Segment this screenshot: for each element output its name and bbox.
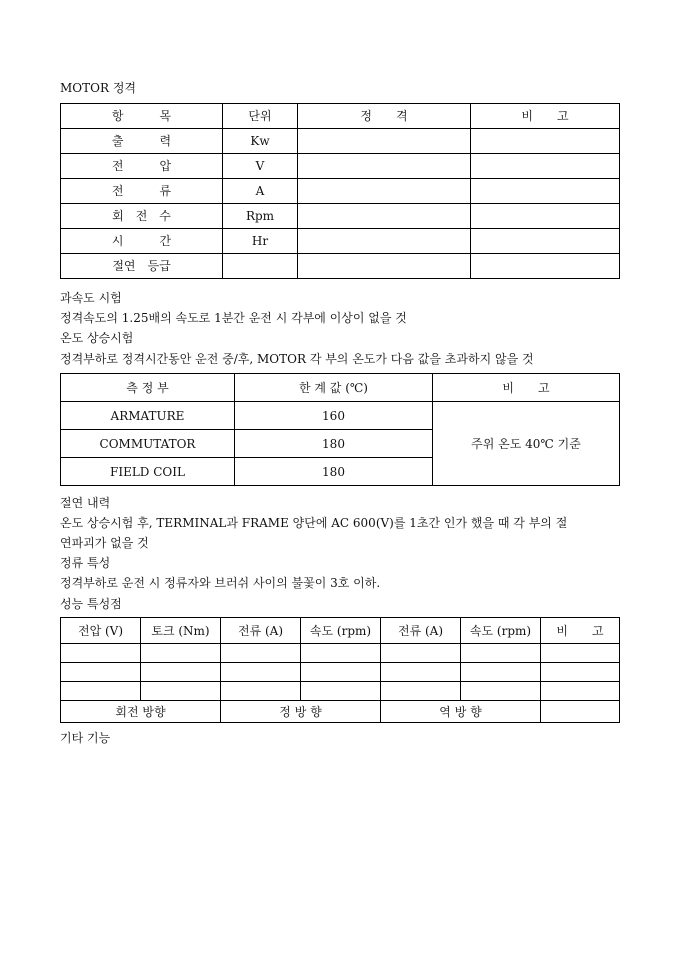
temp-rise-text: 정격부하로 정격시간동안 운전 중/후, MOTOR 각 부의 온도가 다음 값을 초과하지 않을 것: [60, 352, 534, 366]
overspeed-heading: 과속도 시험: [60, 291, 122, 305]
dielectric-text-2: 연파괴가 없을 것: [60, 536, 149, 550]
unit-cell: A: [223, 179, 298, 204]
remark-cell: [541, 701, 620, 723]
item-cell: 절연 등급: [61, 254, 223, 279]
table-row: [61, 663, 620, 682]
table-row: [61, 179, 620, 204]
limit-cell: 180: [235, 430, 433, 458]
unit-cell: Rpm: [223, 204, 298, 229]
table-row: [61, 154, 620, 179]
table-row: [61, 254, 620, 279]
unit-cell: V: [223, 154, 298, 179]
remark-cell: [471, 154, 620, 179]
header-cell: 전압 (V): [61, 618, 141, 644]
remark-cell: [471, 254, 620, 279]
remark-cell: 주위 온도 40℃ 기준: [433, 402, 620, 486]
motor-spec-title: MOTOR 정격: [60, 81, 137, 95]
performance-heading: 성능 특성점: [60, 597, 122, 611]
header-cell: 속도 (rpm): [301, 618, 381, 644]
limit-cell: 180: [235, 458, 433, 486]
table-header-row: [61, 618, 620, 644]
spec-cell: [298, 204, 471, 229]
part-cell: ARMATURE: [61, 402, 235, 430]
table-row: [61, 129, 620, 154]
item-cell: 전 압: [61, 154, 223, 179]
remark-cell: [471, 229, 620, 254]
item-cell: 시 간: [61, 229, 223, 254]
header-cell: 한 계 값 (℃): [235, 374, 433, 402]
header-cell: 토크 (Nm): [141, 618, 221, 644]
dielectric-heading: 절연 내력: [60, 496, 111, 510]
item-cell: 회 전 수: [61, 204, 223, 229]
temp-limit-table: [60, 373, 620, 486]
other-heading: 기타 기능: [60, 731, 111, 745]
spec-cell: [298, 229, 471, 254]
overspeed-text: 정격속도의 1.25배의 속도로 1분간 운전 시 각부에 이상이 없을 것: [60, 311, 407, 325]
limit-cell: 160: [235, 402, 433, 430]
reverse-label: 역 방 향: [381, 701, 541, 723]
remark-cell: [471, 129, 620, 154]
remark-cell: [471, 179, 620, 204]
header-cell: 단위: [223, 104, 298, 129]
header-cell: 측 정 부: [61, 374, 235, 402]
part-cell: FIELD COIL: [61, 458, 235, 486]
header-cell: 비 고: [433, 374, 620, 402]
spec-cell: [298, 179, 471, 204]
table-header-row: [61, 374, 620, 402]
spec-cell: [298, 254, 471, 279]
unit-cell: Hr: [223, 229, 298, 254]
remark-cell: [471, 204, 620, 229]
table-row: [61, 204, 620, 229]
temp-rise-heading: 온도 상승시험: [60, 331, 134, 345]
rotation-row: [61, 701, 620, 723]
unit-cell: [223, 254, 298, 279]
commutation-heading: 정류 특성: [60, 556, 111, 570]
header-cell: 정 격: [298, 104, 471, 129]
part-cell: COMMUTATOR: [61, 430, 235, 458]
motor-spec-table: [60, 103, 620, 279]
item-cell: 전 류: [61, 179, 223, 204]
header-cell: 항 목: [61, 104, 223, 129]
table-row: [61, 682, 620, 701]
header-cell: 전류 (A): [221, 618, 301, 644]
table-row: [61, 402, 620, 430]
header-cell: 속도 (rpm): [461, 618, 541, 644]
item-cell: 출 력: [61, 129, 223, 154]
table-row: [61, 229, 620, 254]
performance-table: [60, 617, 620, 723]
spec-cell: [298, 154, 471, 179]
header-cell: 전류 (A): [381, 618, 461, 644]
unit-cell: Kw: [223, 129, 298, 154]
spec-cell: [298, 129, 471, 154]
forward-label: 정 방 향: [221, 701, 381, 723]
table-row: [61, 644, 620, 663]
table-header-row: [61, 104, 620, 129]
dielectric-text-1: 온도 상승시험 후, TERMINAL과 FRAME 양단에 AC 600(V)를 1초간 인가 했을 때 각 부의 절: [60, 516, 568, 530]
rotation-label: 회전 방향: [61, 701, 221, 723]
header-cell: 비 고: [541, 618, 620, 644]
header-cell: 비 고: [471, 104, 620, 129]
commutation-text: 정격부하로 운전 시 정류자와 브러쉬 사이의 불꽃이 3호 이하.: [60, 576, 381, 590]
